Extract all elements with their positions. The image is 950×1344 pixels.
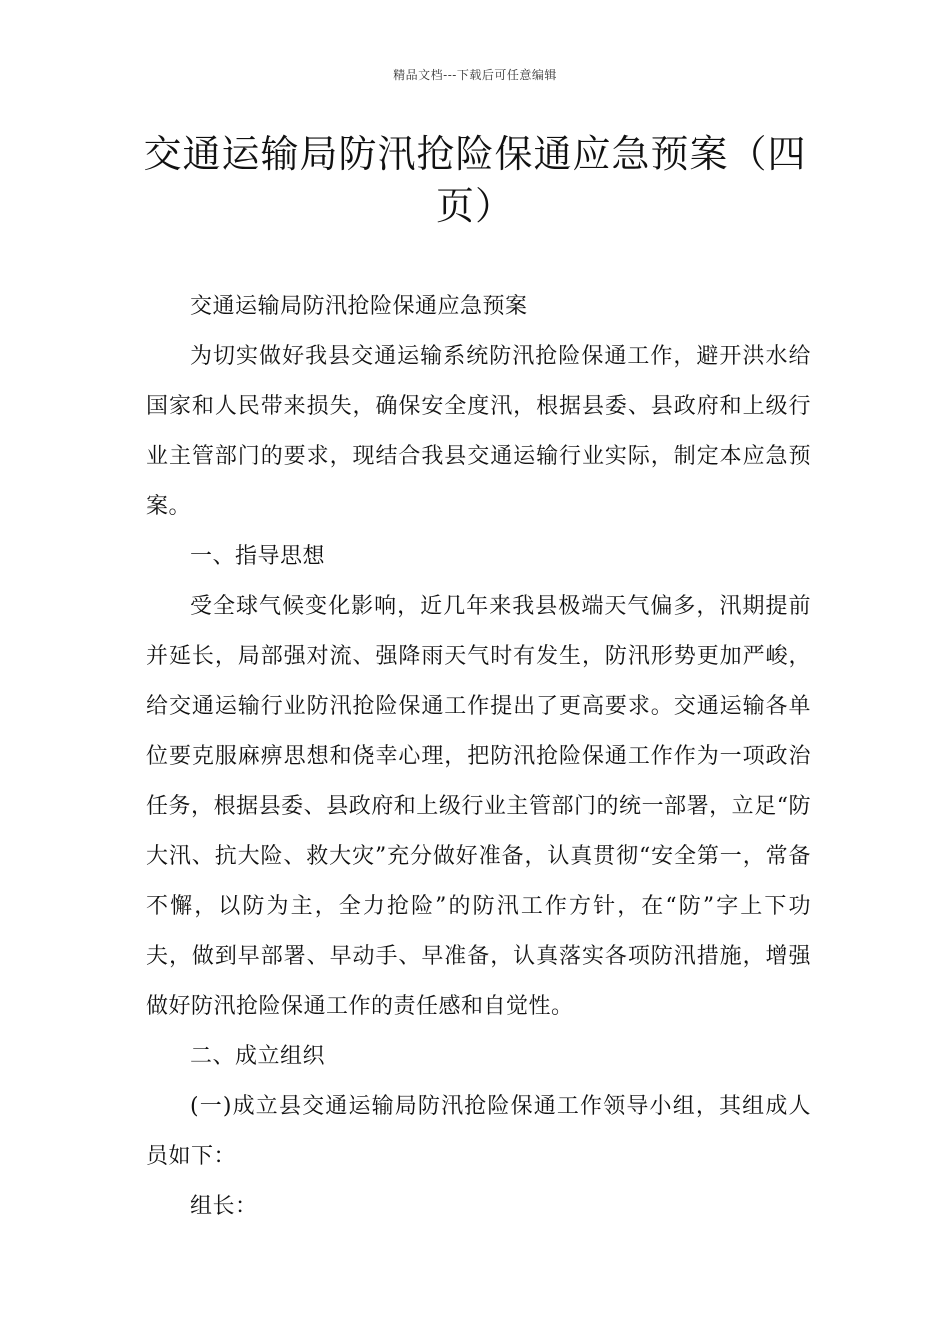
document-title: 交通运输局防汛抢险保通应急预案（四页） bbox=[143, 132, 807, 228]
section-heading-organization: 二、成立组织 bbox=[190, 1044, 326, 1069]
section-heading-guiding-ideology: 一、指导思想 bbox=[190, 544, 326, 569]
guiding-ideology-paragraph: 受全球气候变化影响，近几年来我县极端天气偏多，汛期提前并延长，局部强对流、强降雨天气时有发生，防汛形势更加严峻，给交通运输行业防汛抢险保通工作提出了更高要求。交通运输各单位要克服麻痹思想和侥幸心理，把防汛抢险保通工作作为一项政治任务，根据县委、县政府和上级行业主管部门的统一部署，立足“防大汛、抗大险、救大灾”充分做好准备，认真贯彻“安全第一，常备不懈，以防为主，全力抢险”的防汛工作方针，在“防”字上下功夫，做到早部署、早动手、早准备，认真落实各项防汛措施，增强做好防汛抢险保通工作的责任感和自觉性。 bbox=[146, 594, 811, 1019]
organization-paragraph: (一)成立县交通运输局防汛抢险保通工作领导小组，其组成人员如下： bbox=[146, 1094, 811, 1169]
subtitle-paragraph: 交通运输局防汛抢险保通应急预案 bbox=[190, 294, 528, 319]
document-body bbox=[146, 282, 811, 1232]
group-leader-line: 组长： bbox=[190, 1194, 258, 1219]
intro-paragraph: 为切实做好我县交通运输系统防汛抢险保通工作，避开洪水给国家和人民带来损失，确保安全度汛，根据县委、县政府和上级行业主管部门的要求，现结合我县交通运输行业实际，制定本应急预案。 bbox=[146, 344, 811, 519]
header-note: 精品文档---下载后可任意编辑 bbox=[393, 68, 557, 82]
